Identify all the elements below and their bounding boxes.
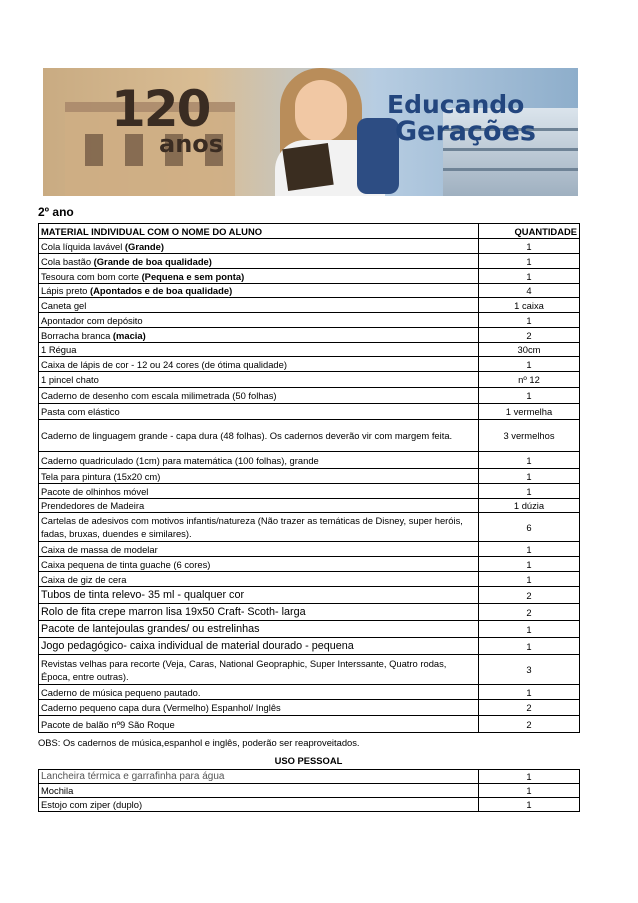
item-text: Jogo pedagógico- caixa individual de material dourado - pequena [41, 639, 354, 652]
personal-quantity: 1 [479, 770, 580, 784]
table-row [39, 716, 580, 733]
item-text: Borracha branca [41, 329, 113, 341]
item-quantity: 30cm [479, 343, 580, 357]
item-quantity: 1 [479, 557, 580, 572]
table-row [39, 269, 580, 284]
personal-use-title: USO PESSOAL [274, 755, 343, 766]
item-description [39, 404, 479, 420]
item-quantity: 2 [479, 328, 580, 343]
item-quantity: 1 [479, 542, 580, 557]
grade-title: 2º ano [38, 205, 74, 219]
item-text: Tesoura com bom corte [41, 270, 142, 282]
item-description [39, 298, 479, 313]
item-text: Revistas velhas para recorte (Veja, Caras, National Geopraphic, Super Interssante, Quatro rodas, Época, entre outras). [41, 657, 447, 682]
item-description [39, 604, 479, 621]
personal-quantity: 1 [479, 798, 580, 812]
item-text: Pacote de olhinhos móvel [41, 485, 149, 497]
header-item: MATERIAL INDIVIDUAL COM O NOME DO ALUNO [39, 224, 479, 239]
table-row [39, 513, 580, 542]
personal-row [39, 784, 580, 798]
personal-row [39, 798, 580, 812]
table-row [39, 621, 580, 638]
item-text: Caixa de giz de cera [41, 573, 127, 585]
table-row [39, 499, 580, 513]
item-text: Caderno de música pequeno pautado. [41, 686, 201, 698]
table-row [39, 655, 580, 685]
header-banner [43, 68, 578, 196]
item-quantity: 1 caixa [479, 298, 580, 313]
item-description [39, 372, 479, 388]
item-text: 1 Régua [41, 344, 77, 355]
item-description [39, 284, 479, 298]
item-quantity: 3 vermelhos [479, 420, 580, 452]
header-quantity: QUANTIDADE [479, 224, 580, 239]
item-description [39, 655, 479, 685]
item-quantity: 1 [479, 269, 580, 284]
item-description [39, 469, 479, 484]
table-row [39, 484, 580, 499]
item-text: Caneta gel [41, 299, 87, 311]
table-row [39, 298, 580, 313]
item-quantity: 2 [479, 716, 580, 733]
item-text: Pacote de lantejoulas grandes/ ou estrelinhas [41, 622, 260, 635]
item-description [39, 638, 479, 655]
personal-use-table [38, 769, 580, 812]
table-row [39, 254, 580, 269]
item-text: Rolo de fita crepe marron lisa 19x50 Craft- Scoth- larga [41, 605, 306, 618]
table-row [39, 404, 580, 420]
item-text: Cola líquida lavável [41, 240, 125, 252]
personal-item: Lancheira térmica e garrafinha para água [39, 770, 479, 784]
item-text: Lápis preto [41, 285, 90, 296]
item-text: Pacote de balão nº9 São Roque [41, 718, 175, 730]
item-text: Caderno de desenho com escala milimetrada (50 folhas) [41, 390, 277, 401]
table-row [39, 587, 580, 604]
item-description [39, 388, 479, 404]
item-text: Cola bastão [41, 255, 94, 267]
item-text: Cartelas de adesivos com motivos infantis/natureza (Não trazer as temáticas de Disney, super heróis, fadas, bruxas, duendes e similares). [41, 515, 463, 539]
item-quantity: 1 [479, 452, 580, 469]
item-quantity: 1 [479, 254, 580, 269]
personal-quantity: 1 [479, 784, 580, 798]
banner-number: 120 [111, 80, 210, 138]
table-row [39, 328, 580, 343]
item-description [39, 484, 479, 499]
item-description [39, 254, 479, 269]
item-description [39, 313, 479, 328]
item-quantity: 1 vermelha [479, 404, 580, 420]
item-text: Caderno quadriculado (1cm) para matemática (100 folhas), grande [41, 454, 319, 466]
item-quantity: 1 [479, 388, 580, 404]
table-row [39, 700, 580, 716]
item-text: Pasta com elástico [41, 406, 120, 417]
item-text: Caixa pequena de tinta guache (6 cores) [41, 558, 211, 570]
item-emphasis: (macia) [112, 329, 146, 341]
table-header-row [39, 224, 580, 239]
student-girl-illustration [255, 68, 405, 196]
table-row [39, 343, 580, 357]
item-text: Caixa de massa de modelar [41, 543, 158, 555]
table-row [39, 638, 580, 655]
table-row [39, 313, 580, 328]
table-row [39, 239, 580, 254]
table-row [39, 604, 580, 621]
table-row [39, 685, 580, 700]
item-text: Caixa de lápis de cor - 12 ou 24 cores (de ótima qualidade) [41, 358, 287, 370]
item-quantity: 2 [479, 700, 580, 716]
item-quantity: 1 [479, 638, 580, 655]
item-description [39, 452, 479, 469]
item-quantity: 3 [479, 655, 580, 685]
table-row [39, 372, 580, 388]
item-text: Caderno pequeno capa dura (Vermelho) Espanhol/ Inglês [41, 702, 281, 713]
item-description [39, 357, 479, 372]
item-text: 1 pincel chato [41, 374, 99, 385]
table-row [39, 284, 580, 298]
item-quantity: 1 dúzia [479, 499, 580, 513]
item-description [39, 587, 479, 604]
item-description [39, 685, 479, 700]
table-row [39, 357, 580, 372]
item-quantity: 1 [479, 313, 580, 328]
item-quantity: 4 [479, 284, 580, 298]
item-description [39, 700, 479, 716]
item-quantity: 1 [479, 685, 580, 700]
item-text: Caderno de linguagem grande - capa dura (48 folhas). Os cadernos deverão vir com margem feita. [41, 430, 453, 441]
item-quantity: 1 [479, 621, 580, 638]
item-quantity: 1 [479, 484, 580, 499]
item-description [39, 542, 479, 557]
table-row [39, 557, 580, 572]
item-quantity: 1 [479, 469, 580, 484]
item-text: Prendedores de Madeira [41, 500, 145, 511]
table-row [39, 572, 580, 587]
item-description [39, 716, 479, 733]
item-quantity: 1 [479, 572, 580, 587]
item-description [39, 239, 479, 254]
banner-slogan-line1: Educando [387, 90, 525, 119]
item-text: Tela para pintura (15x20 cm) [41, 470, 161, 482]
observation-note: OBS: Os cadernos de música,espanhol e inglês, poderão ser reaproveitados. [38, 737, 360, 748]
item-emphasis: (Grande) [124, 240, 164, 252]
item-description [39, 343, 479, 357]
table-row [39, 469, 580, 484]
item-description [39, 499, 479, 513]
table-row [39, 542, 580, 557]
item-quantity: 1 [479, 239, 580, 254]
banner-slogan-line2: Gerações [395, 116, 536, 147]
item-description [39, 621, 479, 638]
item-emphasis: (Apontados e de boa qualidade) [90, 285, 233, 296]
item-emphasis: (Pequena e sem ponta) [141, 270, 245, 282]
item-description [39, 328, 479, 343]
item-quantity: 2 [479, 587, 580, 604]
personal-item: Mochila [39, 784, 479, 798]
personal-row [39, 770, 580, 784]
item-description [39, 420, 479, 452]
item-description [39, 572, 479, 587]
table-row [39, 388, 580, 404]
materials-table [38, 223, 580, 733]
table-row [39, 420, 580, 452]
item-text: Apontador com depósito [41, 314, 143, 326]
item-description [39, 557, 479, 572]
item-emphasis: (Grande de boa qualidade) [93, 255, 212, 267]
item-quantity: 6 [479, 513, 580, 542]
item-quantity: 2 [479, 604, 580, 621]
item-quantity: 1 [479, 357, 580, 372]
table-row [39, 452, 580, 469]
banner-anos: anos [159, 130, 224, 158]
item-description [39, 269, 479, 284]
item-description [39, 513, 479, 542]
item-text: Tubos de tinta relevo- 35 ml - qualquer cor [41, 588, 245, 601]
item-quantity: nº 12 [479, 372, 580, 388]
personal-item: Estojo com ziper (duplo) [39, 798, 479, 812]
